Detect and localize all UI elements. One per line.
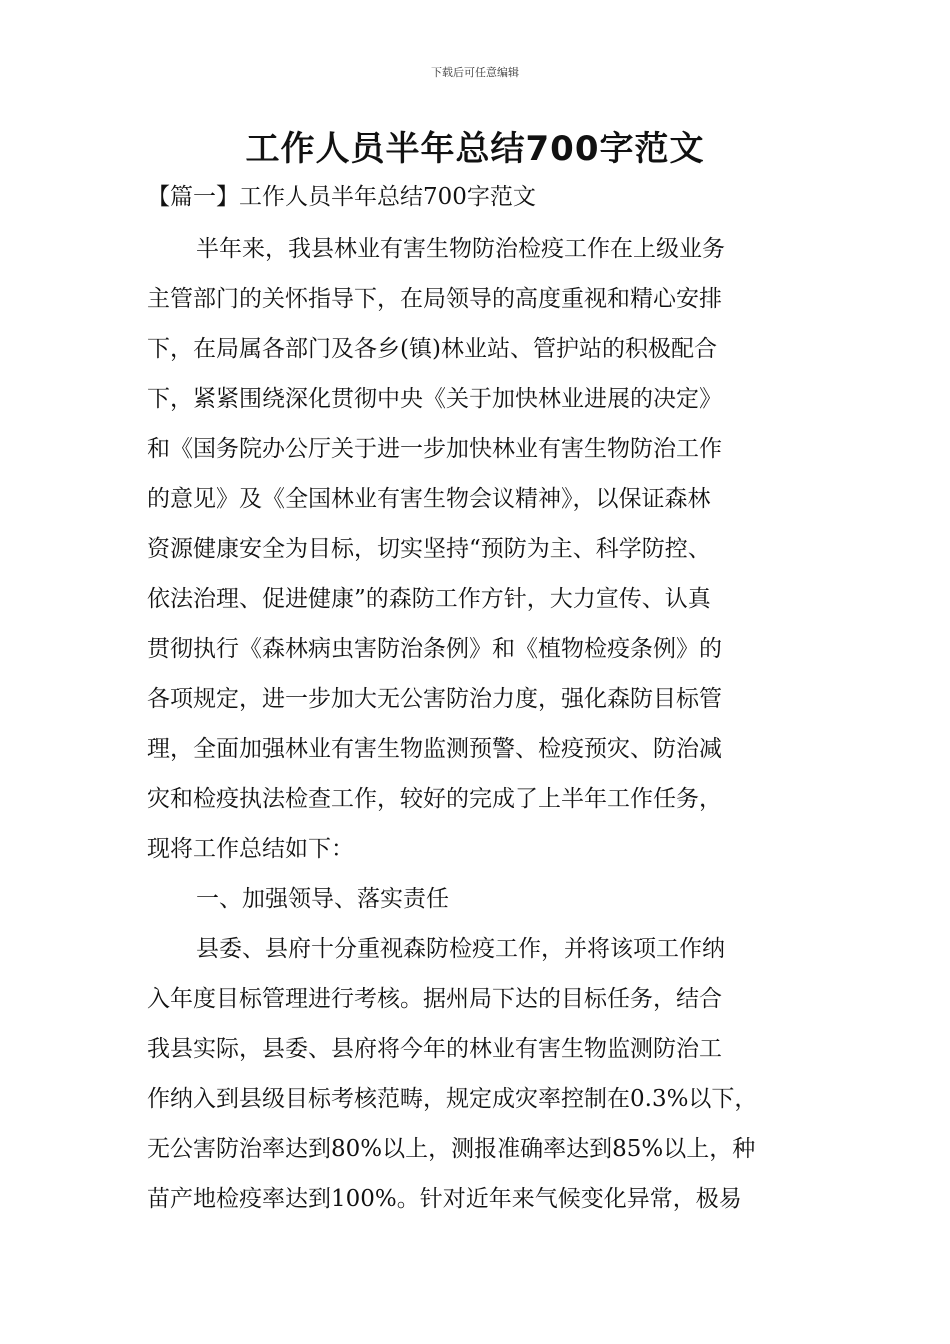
document-title: 工作人员半年总结700字范文 [245, 129, 705, 169]
paragraph-line: 灾和检疫执法检查工作，较好的完成了上半年工作任务， [147, 786, 722, 812]
paragraph-line: 主管部门的关怀指导下，在局领导的高度重视和精心安排 [147, 286, 722, 312]
paragraph-line: 半年来，我县林业有害生物防治检疫工作在上级业务 [196, 236, 725, 262]
paragraph-line: 入年度目标管理进行考核。据州局下达的目标任务，结合 [147, 986, 722, 1012]
paragraph-line: 下，紧紧围绕深化贯彻中央《关于加快林业进展的决定》 [147, 386, 722, 412]
paragraph-line: 无公害防治率达到80%以上，测报准确率达到85%以上，种 [147, 1136, 756, 1162]
paragraph-line: 苗产地检疫率达到100%。针对近年来气候变化异常，极易 [147, 1186, 742, 1212]
section-heading: 一、加强领导、落实责任 [196, 886, 449, 912]
paragraph-line: 依法治理、促进健康”的森防工作方针，大力宣传、认真 [147, 586, 711, 612]
paragraph-line: 现将工作总结如下： [147, 836, 354, 862]
paragraph-line: 我县实际，县委、县府将今年的林业有害生物监测防治工 [147, 1036, 722, 1062]
paragraph-line: 和《国务院办公厅关于进一步加快林业有害生物防治工作 [147, 436, 722, 462]
paragraph-line: 的意见》及《全国林业有害生物会议精神》，以保证森林 [147, 486, 711, 512]
paragraph-line: 作纳入到县级目标考核范畴，规定成灾率控制在0.3%以下， [147, 1086, 758, 1112]
paragraph-line: 资源健康安全为目标，切实坚持“预防为主、科学防控、 [147, 536, 711, 562]
paragraph-line: 贯彻执行《森林病虫害防治条例》和《植物检疫条例》的 [147, 636, 722, 662]
paragraph-line: 各项规定，进一步加大无公害防治力度，强化森防目标管 [147, 686, 722, 712]
paragraph-line: 县委、县府十分重视森防检疫工作，并将该项工作纳 [196, 936, 725, 962]
paragraph-line: 理，全面加强林业有害生物监测预警、检疫预灾、防治减 [147, 736, 722, 762]
section-label: 【篇一】工作人员半年总结700字范文 [147, 184, 536, 210]
header-note: 下载后可任意编辑 [431, 66, 519, 79]
paragraph-line: 下，在局属各部门及各乡(镇)林业站、管护站的积极配合 [147, 336, 717, 362]
